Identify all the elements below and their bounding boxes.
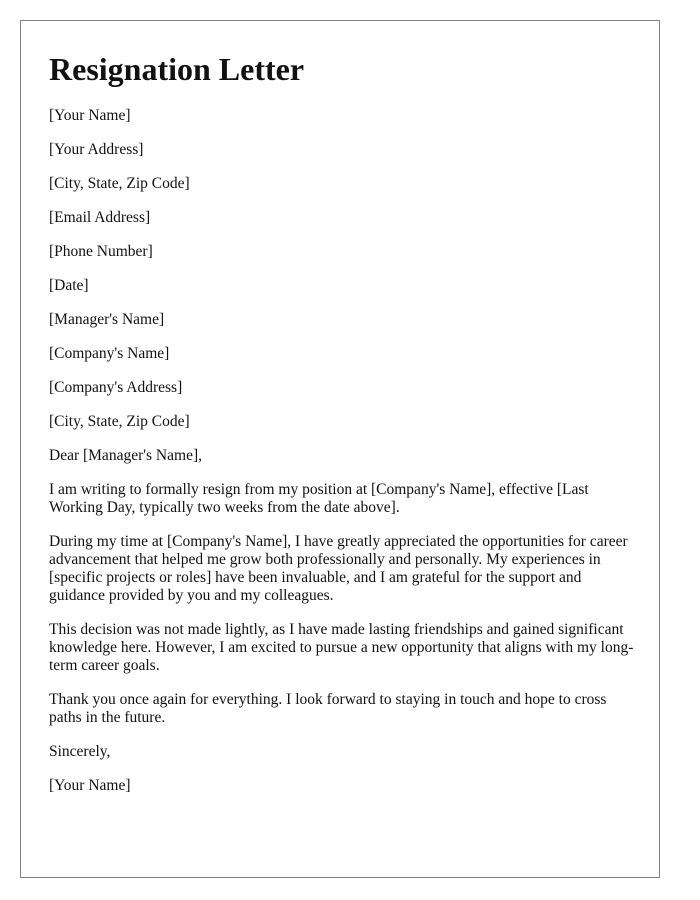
page-title: Resignation Letter [49,51,305,87]
closing: Sincerely, [49,743,111,760]
salutation: Dear [Manager's Name], [49,447,202,464]
recipient-company-address: [Company's Address] [49,379,183,396]
sender-city-state-zip: [City, State, Zip Code] [49,175,190,192]
body-paragraph: During my time at [Company's Name], I have greatly appreciated the opportunities for career advancement that helped me grow both professionally and personally. My experiences in [specific projects or roles] have been invaluable, and I am grateful for the support and guidance provided by you and my colleagues. [49,533,628,604]
sender-email: [Email Address] [49,209,151,226]
body-paragraph: This decision was not made lightly, as I have made lasting friendships and gained significant knowledge here. However, I am excited to pursue a new opportunity that aligns with my long-term career goals. [49,621,634,674]
sender-phone: [Phone Number] [49,243,153,260]
recipient-company-name: [Company's Name] [49,345,170,362]
recipient-manager-name: [Manager's Name] [49,311,165,328]
letter-content [49,107,635,811]
recipient-city-state-zip: [City, State, Zip Code] [49,413,190,430]
signature: [Your Name] [49,777,131,794]
body-paragraph: Thank you once again for everything. I look forward to staying in touch and hope to cross paths in the future. [49,691,607,726]
body-paragraph: I am writing to formally resign from my position at [Company's Name], effective [Last Working Day, typically two weeks from the date above]. [49,481,589,516]
sender-address: [Your Address] [49,141,144,158]
sender-name: [Your Name] [49,107,131,124]
letter-page [20,20,660,878]
letter-date: [Date] [49,277,89,294]
